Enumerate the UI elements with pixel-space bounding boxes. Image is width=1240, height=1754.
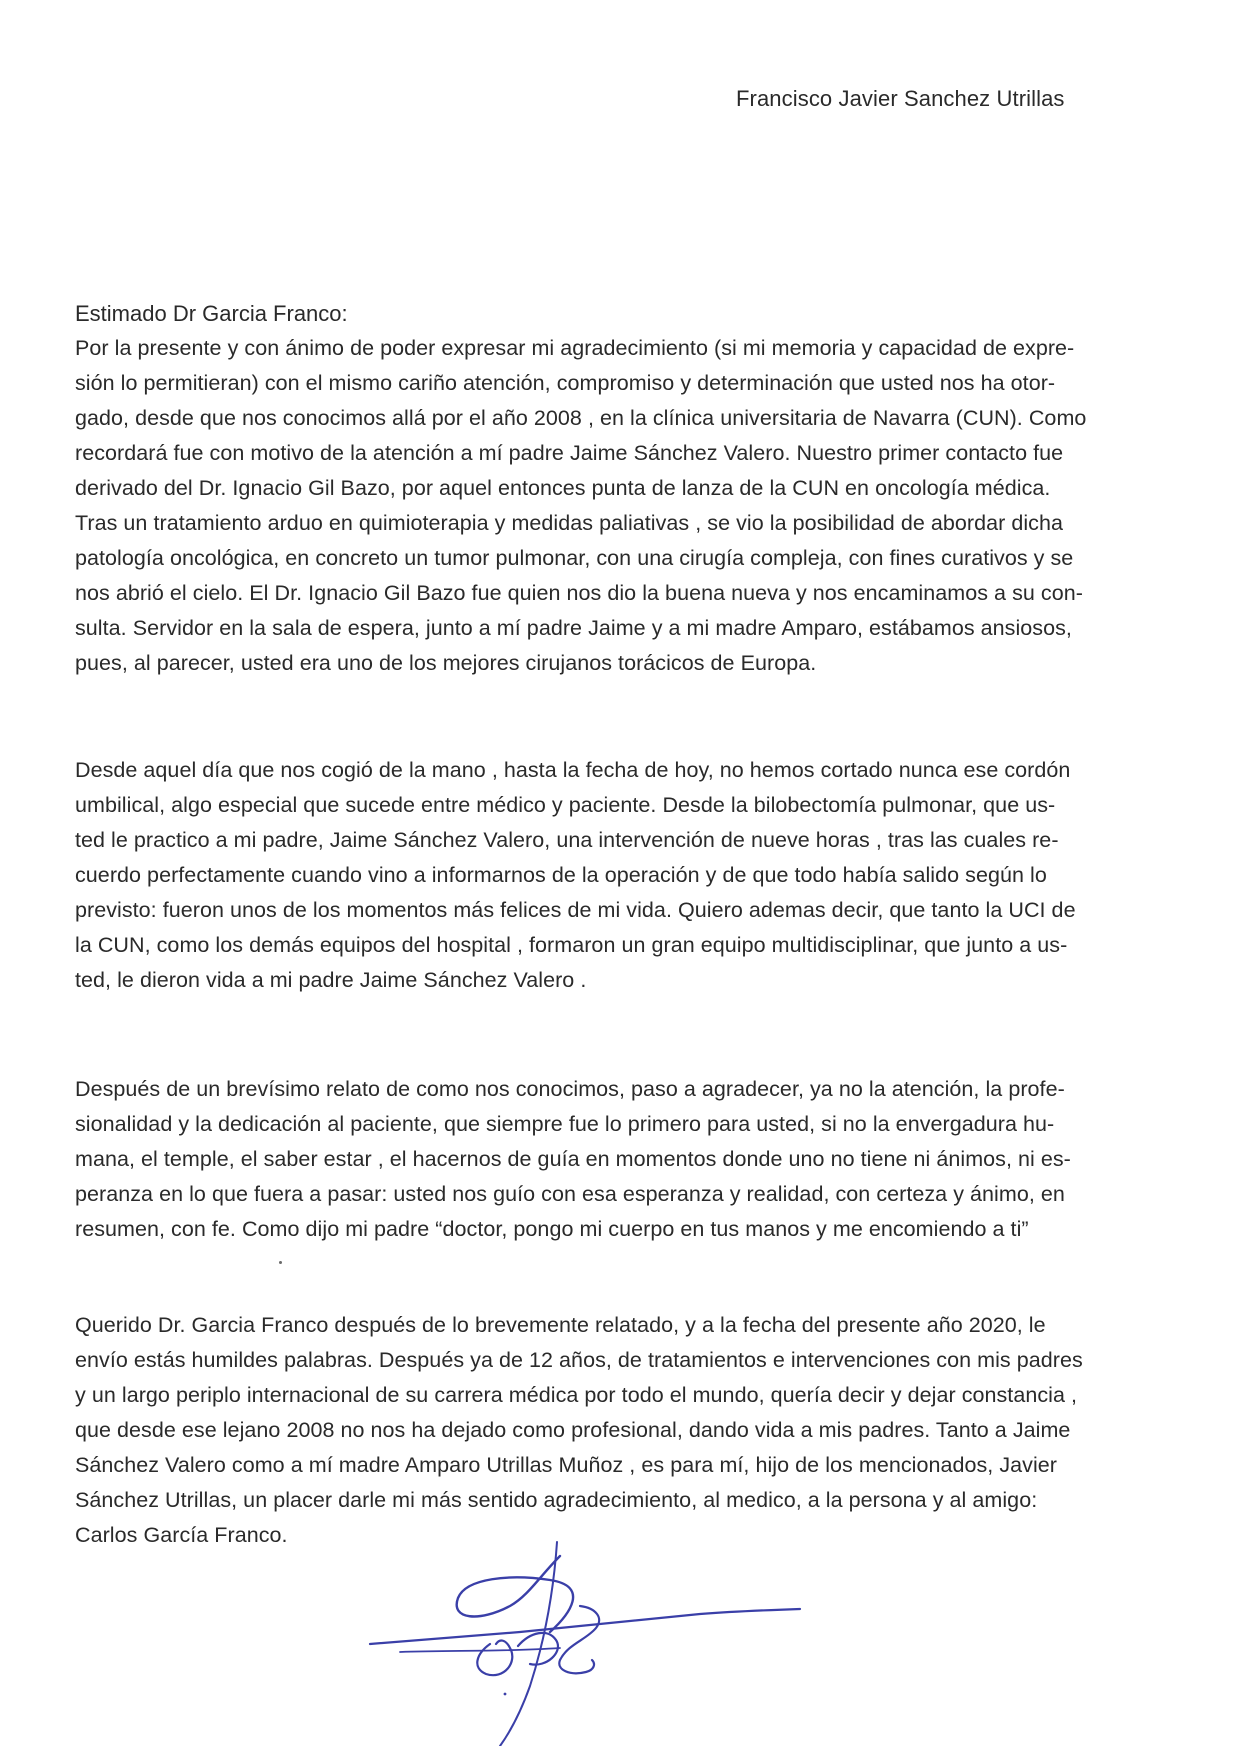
paragraph-line: gado, desde que nos conocimos allá por el año 2008 , en la clínica universitaria de Navarra (CUN). Como <box>75 406 1087 430</box>
signature-dot <box>504 1693 507 1696</box>
paragraph-line: cuerdo perfectamente cuando vino a informarnos de la operación y de que todo había salido según lo <box>75 863 1047 887</box>
paragraph-line: patología oncológica, en concreto un tumor pulmonar, con una cirugía compleja, con fines curativos y se <box>75 546 1074 570</box>
paragraph-line: recordará fue con motivo de la atención a mí padre Jaime Sánchez Valero. Nuestro primer contacto fue <box>75 441 1064 465</box>
paragraph-line: Sánchez Utrillas, un placer darle mi más sentido agradecimiento, al medico, a la persona y al amigo: <box>75 1488 1038 1512</box>
paragraph-line: derivado del Dr. Ignacio Gil Bazo, por aquel entonces punta de lanza de la CUN en oncología médica. <box>75 476 1051 500</box>
paragraph-line: previsto: fueron unos de los momentos más felices de mi vida. Quiero ademas decir, que tanto la UCI de <box>75 898 1076 922</box>
handwritten-signature <box>360 1536 840 1746</box>
salutation: Estimado Dr Garcia Franco: <box>75 301 348 326</box>
paragraph-line: sulta. Servidor en la sala de espera, junto a mí padre Jaime y a mi madre Amparo, estábamos ansiosos, <box>75 616 1072 640</box>
paragraph-line: umbilical, algo especial que sucede entre médico y paciente. Desde la bilobectomía pulmonar, que us- <box>75 793 1056 817</box>
paragraph-line: resumen, con fe. Como dijo mi padre “doctor, pongo mi cuerpo en tus manos y me encomiendo a ti” <box>75 1217 1029 1241</box>
paragraph-line: Carlos García Franco. <box>75 1523 288 1547</box>
paragraph-line: que desde ese lejano 2008 no nos ha dejado como profesional, dando vida a mis padres. Tanto a Jaime <box>75 1418 1071 1442</box>
paragraph-line: nos abrió el cielo. El Dr. Ignacio Gil Bazo fue quien nos dio la buena nueva y nos encaminamos a su con- <box>75 581 1083 605</box>
sender-name: Francisco Javier Sanchez Utrillas <box>736 86 1065 111</box>
paragraph-line: Después de un brevísimo relato de como nos conocimos, paso a agradecer, ya no la atención, la profe- <box>75 1077 1065 1101</box>
paper-speck <box>279 1261 282 1264</box>
paragraph-line: ted, le dieron vida a mi padre Jaime Sánchez Valero . <box>75 968 587 992</box>
paragraph-surgery <box>75 753 1185 998</box>
paragraph-line: la CUN, como los demás equipos del hospital , formaron un gran equipo multidisciplinar, que junto a us- <box>75 933 1068 957</box>
paragraph-intro <box>75 331 1185 681</box>
signature-strokes <box>370 1542 800 1746</box>
paragraph-line: mana, el temple, el saber estar , el hacernos de guía en momentos donde uno no tiene ni ánimos, ni es- <box>75 1147 1071 1171</box>
paragraph-line: sión lo permitieran) con el mismo cariño atención, compromiso y determinación que usted nos ha otor- <box>75 371 1056 395</box>
paragraph-line: pues, al parecer, usted era uno de los mejores cirujanos torácicos de Europa. <box>75 651 817 675</box>
paragraph-closing <box>75 1308 1185 1553</box>
paragraph-line: Tras un tratamiento arduo en quimioterapia y medidas paliativas , se vio la posibilidad de abordar dicha <box>75 511 1063 535</box>
paragraph-line: envío estás humildes palabras. Después ya de 12 años, de tratamientos e intervenciones con mis padres <box>75 1348 1083 1372</box>
paragraph-line: sionalidad y la dedicación al paciente, que siempre fue lo primero para usted, si no la envergadura hu- <box>75 1112 1055 1136</box>
paragraph-line: ted le practico a mi padre, Jaime Sánchez Valero, una intervención de nueve horas , tras las cuales re- <box>75 828 1059 852</box>
paragraph-line: peranza en lo que fuera a pasar: usted nos guío con esa esperanza y realidad, con certeza y ánimo, en <box>75 1182 1065 1206</box>
paragraph-line: Sánchez Valero como a mí madre Amparo Utrillas Muñoz , es para mí, hijo de los mencionados, Javier <box>75 1453 1057 1477</box>
paragraph-line: Desde aquel día que nos cogió de la mano , hasta la fecha de hoy, no hemos cortado nunca ese cordón <box>75 758 1071 782</box>
paragraph-line: Querido Dr. Garcia Franco después de lo brevemente relatado, y a la fecha del presente año 2020, le <box>75 1313 1046 1337</box>
paragraph-gratitude <box>75 1072 1185 1247</box>
paragraph-line: Por la presente y con ánimo de poder expresar mi agradecimiento (si mi memoria y capacidad de expre- <box>75 336 1075 360</box>
paragraph-line: y un largo periplo internacional de su carrera médica por todo el mundo, quería decir y dejar constancia , <box>75 1383 1078 1407</box>
